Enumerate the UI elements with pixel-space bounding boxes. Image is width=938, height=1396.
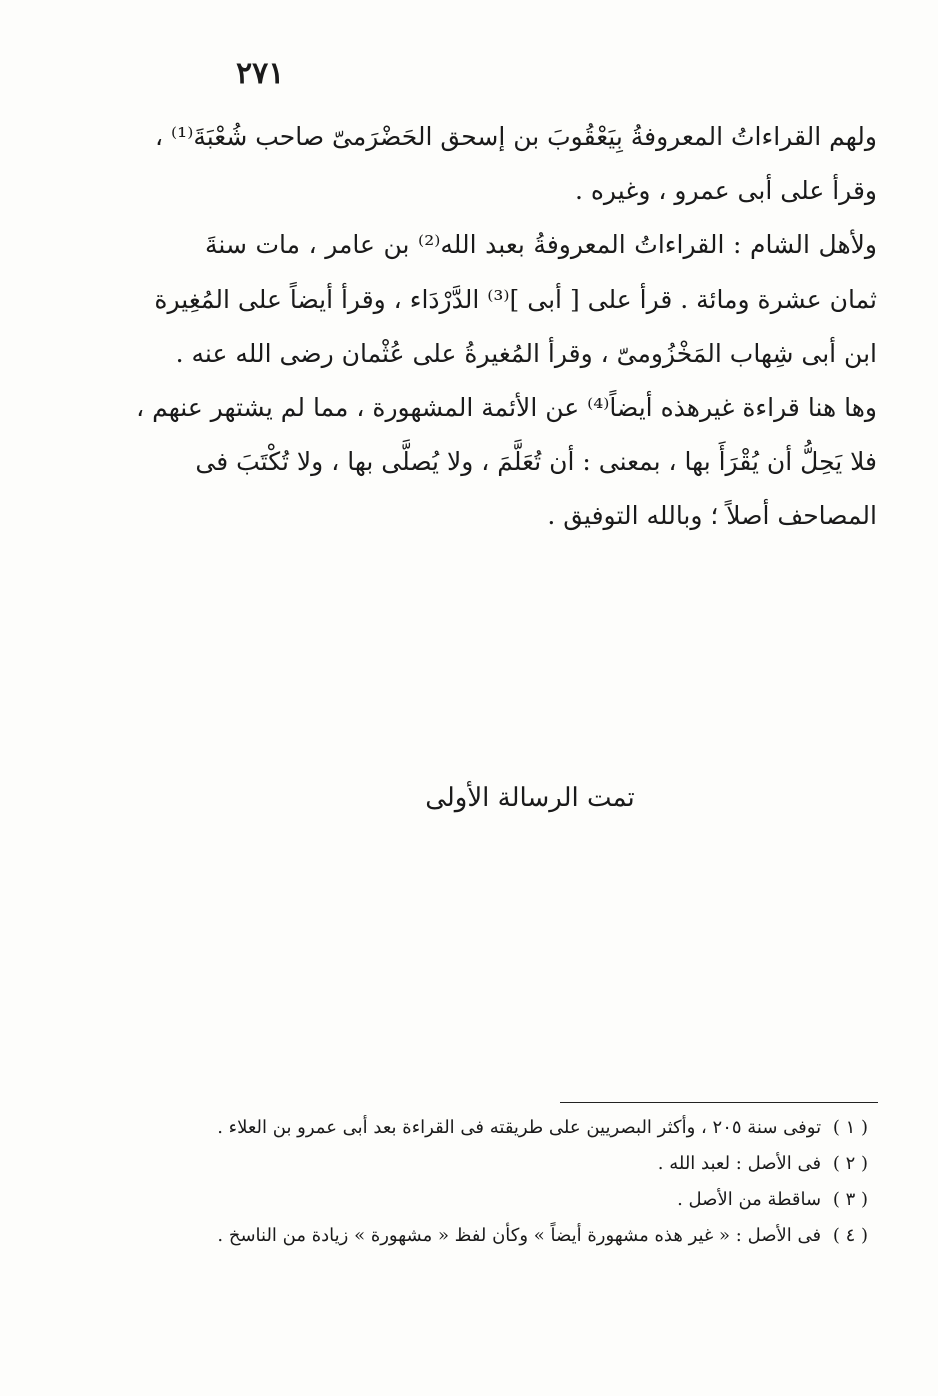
closing-statement: تمت الرسالة الأولى: [425, 783, 635, 813]
footnote-divider: [560, 1102, 878, 1103]
main-text: [136, 110, 877, 544]
footnote-text: فى الأصل : لعبد الله .: [657, 1153, 822, 1174]
text-line: وها هنا قراءة غيرهذه أيضاً⁽⁴⁾ عن الأئمة المشهورة ، مما لم يشتهر عنهم ،: [136, 393, 877, 423]
footnote-number: ( ٣ ): [832, 1189, 868, 1210]
footnote-text: توفى سنة ٢٠٥ ، وأكثر البصريين على طريقته فى القراءة بعد أبى عمرو بن العلاء .: [217, 1117, 822, 1138]
footnote: [240, 1146, 868, 1182]
footnote-number: ( ٢ ): [832, 1153, 868, 1174]
text-line: ولهم القراءاتُ المعروفةُ بِيَعْقُوبَ بن إسحق الحَضْرَمىّ صاحب شُعْبَةَ⁽¹⁾ ،: [155, 122, 877, 151]
page-number: ٢٧١: [236, 56, 285, 91]
text-line: ثمان عشرة ومائة . قرأ على [ أبى ]⁽³⁾ الدَّرْدَاء ، وقرأ أيضاً على المُغِيرة: [154, 284, 877, 314]
text-line: ولأهل الشام : القراءاتُ المعروفةُ بعبد الله⁽²⁾ بن عامر ، مات سنةَ: [205, 230, 877, 260]
footnote-number: ( ١ ): [832, 1117, 868, 1138]
footnote: [217, 1110, 868, 1146]
footnote: [217, 1218, 868, 1254]
footnote-text: فى الأصل : « غير هذه مشهورة أيضاً » وكأن لفظ « مشهورة » زيادة من الناسخ .: [217, 1225, 822, 1246]
text-line: فلا يَحِلُّ أن يُقْرَأَ بها ، بمعنى : أن تُعَلَّمَ ، ولا يُصلَّى بها ، ولا تُكْتَبَ فى: [195, 447, 877, 477]
text-line: ابن أبى شِهاب المَخْزُومىّ ، وقرأ المُغيرةُ على عُثْمان رضى الله عنه .: [175, 338, 877, 368]
footnote-number: ( ٤ ): [832, 1225, 868, 1246]
footnote-text: ساقطة من الأصل .: [677, 1189, 822, 1210]
text-line: وقرأ على أبى عمرو ، وغيره .: [574, 176, 877, 206]
footnotes: [217, 1110, 868, 1254]
text-line: المصاحف أصلاً ؛ وبالله التوفيق .: [547, 501, 877, 531]
footnote: [240, 1182, 868, 1218]
